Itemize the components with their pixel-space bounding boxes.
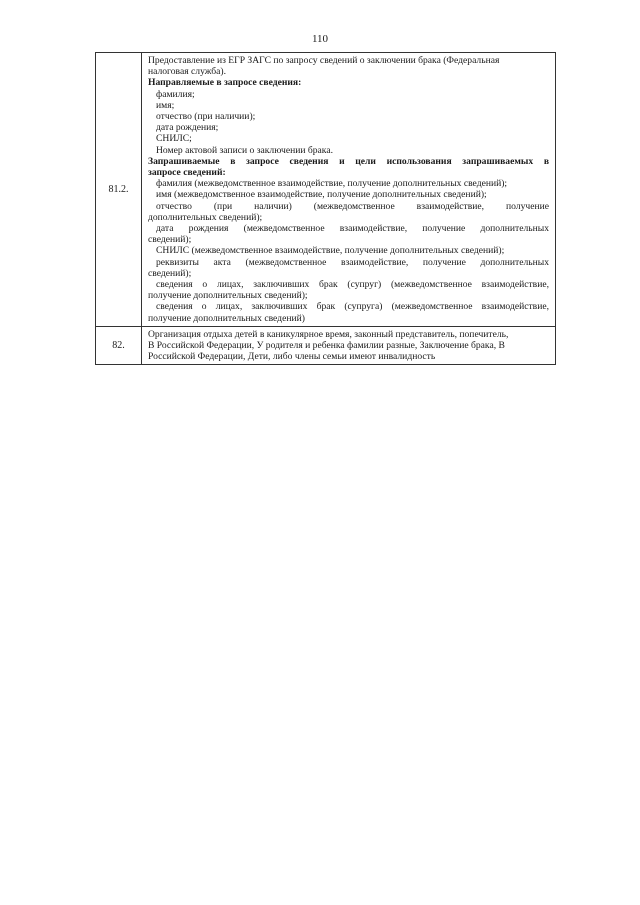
sent-field-item: СНИЛС; <box>156 133 192 145</box>
sent-field-item: имя; <box>156 99 175 111</box>
sent-field-item: Номер актовой записи о заключении брака. <box>156 144 333 156</box>
requested-field-item: имя (межведомственное взаимодействие, получение дополнительных сведений); <box>156 189 487 201</box>
intro-line: Предоставление из ЕГР ЗАГС по запросу сведений о заключении брака (Федеральная <box>148 55 500 66</box>
requested-field-item-cont: получение дополнительных сведений) <box>148 312 305 324</box>
requested-field-item: СНИЛС (межведомственное взаимодействие, получение дополнительных сведений); <box>156 245 505 257</box>
requested-field-item: фамилия (межведомственное взаимодействие, получение дополнительных сведений); <box>156 178 508 190</box>
requested-fields-heading: запросе сведений: <box>148 167 226 179</box>
keywords-line: Российской Федерации, Дети, либо члены семьи имеют инвалидность <box>148 351 436 363</box>
requested-field-item: сведения о лицах, заключивших брак (супруг) (межведомственное взаимодействие, <box>156 279 549 291</box>
requested-field-item-cont: получение дополнительных сведений); <box>148 290 308 302</box>
sent-field-item: фамилия; <box>156 88 195 100</box>
keywords-line: Организация отдыха детей в каникулярное время, законный представитель, попечитель, <box>148 328 509 340</box>
sent-field-item: отчество (при наличии); <box>156 111 256 123</box>
row-content <box>142 53 556 327</box>
requested-field-item: реквизиты акта (межведомственное взаимодействие, получение дополнительных <box>156 256 549 268</box>
sent-field-item: дата рождения; <box>156 122 219 134</box>
requested-field-item: сведения о лицах, заключивших брак (супруга) (межведомственное взаимодействие, <box>156 301 549 313</box>
requested-field-item-cont: сведений); <box>148 267 192 279</box>
row-number: 81.2. <box>96 53 142 327</box>
keywords-line: В Российской Федерации, У родителя и ребенка фамилии разные, Заключение брака, В <box>148 340 505 352</box>
intro-line: налоговая служба). <box>148 66 226 78</box>
row-number: 82. <box>96 326 142 365</box>
requested-field-item-cont: сведений); <box>148 234 192 246</box>
sent-fields-heading: Направляемые в запросе сведения: <box>148 77 302 89</box>
requested-field-item-cont: дополнительных сведений); <box>148 211 263 223</box>
table-row-81-2 <box>96 53 556 327</box>
requested-field-item: отчество (при наличии) (межведомственное взаимодействие, получение <box>156 200 549 212</box>
page-number: 110 <box>311 33 329 45</box>
table-row-82 <box>96 326 556 365</box>
document-table <box>95 52 556 365</box>
requested-field-item: дата рождения (межведомственное взаимодействие, получение дополнительных <box>156 223 549 235</box>
requested-fields-heading: Запрашиваемые в запросе сведения и цели использования запрашиваемых в <box>148 155 549 167</box>
row-content <box>142 326 556 365</box>
